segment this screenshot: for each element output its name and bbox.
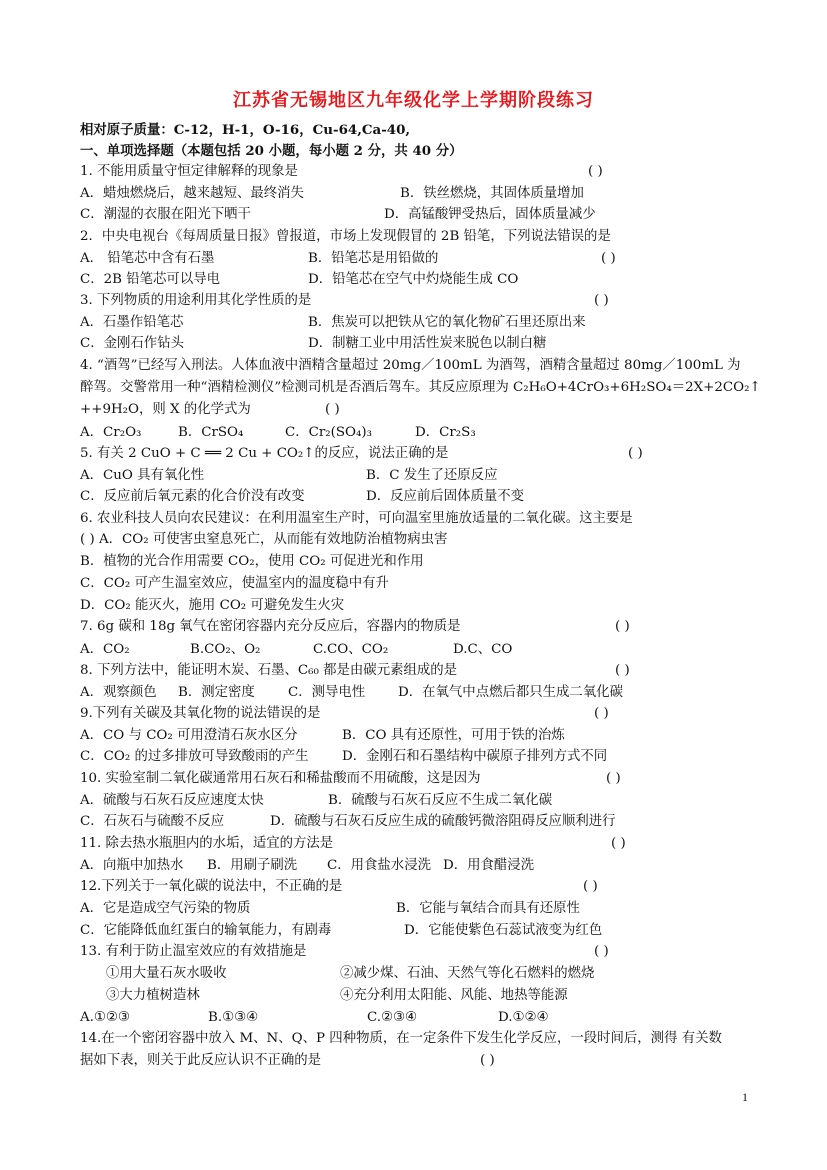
option-b: B．铅笔芯是用铅做的 <box>308 251 439 266</box>
option-b: B．CrSO₄ <box>178 425 244 440</box>
option-d: D．它能使紫色石蕊试液变为红色 <box>404 923 603 938</box>
option-a: A．蜡烛燃烧后，越来越短、最终消失 <box>80 186 304 201</box>
question-8 <box>80 662 630 680</box>
option-b: B.CO₂、O₂ <box>190 642 261 657</box>
question-4-options <box>80 424 476 442</box>
option-c: C．测导电性 <box>288 685 366 700</box>
option-a: A．Cr₂O₃ <box>80 425 142 440</box>
option-c: C.CO、CO₂ <box>313 642 389 657</box>
answer-bracket: ( ) <box>325 402 340 417</box>
option-d: D.①②④ <box>498 1010 549 1025</box>
question-stem: 3. 下列物质的用途利用其化学性质的是 <box>80 293 312 308</box>
option-b: B．测定密度 <box>178 685 255 700</box>
question-stem: 据如下表，则关于此反应认识不正确的是 <box>80 1053 322 1068</box>
question-1-options-cd <box>80 206 596 224</box>
question-14-line-1: 14.在一个密闭容器中放入 M、N、Q、P 四种物质，在一定条件下发生化学反应，一段时间后，测得 有关数 <box>80 1031 722 1046</box>
question-7 <box>80 618 630 636</box>
option-c: C．CO₂ 的过多排放可导致酸雨的产生 <box>80 749 309 764</box>
option-d: D．铅笔芯在空气中灼烧能生成 CO <box>308 272 519 287</box>
question-9-options-ab <box>80 727 565 745</box>
answer-bracket: ( ) <box>594 293 609 308</box>
answer-bracket: ( ) <box>628 446 643 461</box>
section-heading: 一、单项选择题（本题包括 20 小题，每小题 2 分，共 40 分） <box>80 143 463 159</box>
question-1 <box>80 163 603 181</box>
option-c: C．反应前后氧元素的化合价没有改变 <box>80 489 305 504</box>
question-stem: 5. 有关 2 CuO + C ══ 2 Cu + CO₂↑的反应，说法正确的是 <box>80 446 449 461</box>
question-stem: 13. 有利于防止温室效应的有效措施是 <box>80 944 307 959</box>
question-5-options-cd <box>80 488 525 506</box>
answer-bracket: ( ) <box>615 619 630 634</box>
option-d: D．在氧气中点燃后都只生成二氧化碳 <box>398 685 623 700</box>
question-12-options-cd <box>80 922 603 940</box>
option-b: B．铁丝燃烧，其固体质量增加 <box>400 186 584 201</box>
option-a: A．观察颜色 <box>80 685 157 700</box>
option-d: D．Cr₂S₃ <box>415 425 476 440</box>
option-c: C．潮湿的衣服在阳光下晒干 <box>80 207 251 222</box>
statement-1: ①用大量石灰水吸收 <box>106 966 227 981</box>
question-stem: 8. 下列方法中，能证明木炭、石墨、C₆₀ 都是由碳元素组成的是 <box>80 663 458 678</box>
question-12 <box>80 878 598 896</box>
question-stem: ++9H₂O，则 X 的化学式为 <box>80 402 251 417</box>
option-d: D．高锰酸钾受热后，固体质量减少 <box>384 207 596 222</box>
option-b: B．CO 具有还原性，可用于铁的治炼 <box>342 728 565 743</box>
question-14-line-2 <box>80 1052 495 1070</box>
answer-bracket: ( ) <box>583 879 598 894</box>
question-9-options-cd <box>80 748 608 766</box>
question-10 <box>80 770 621 788</box>
statement-4: ④充分利用太阳能、风能、地热等能源 <box>340 988 568 1003</box>
question-3-options-cd <box>80 335 547 353</box>
page-number: 1 <box>742 1090 748 1104</box>
option-c: C．石灰石与硫酸不反应 <box>80 814 225 829</box>
question-6-option-c: C．CO₂ 可产生温室效应，使温室内的温度稳中有升 <box>80 576 389 591</box>
option-b: B．C 发生了还原反应 <box>366 468 498 483</box>
option-a: A.①②③ <box>80 1010 130 1025</box>
option-b: B．它能与氧结合而具有还原性 <box>396 901 580 916</box>
option-d: D．硫酸与石灰石反应生成的硫酸钙微溶阻碍反应顺利进行 <box>270 814 616 829</box>
option-b: B.①③④ <box>208 1010 259 1025</box>
question-2-options-cd <box>80 271 519 289</box>
option-d: D．金刚石和石墨结构中碳原子排列方式不同 <box>342 749 608 764</box>
question-5-options-ab <box>80 467 498 485</box>
question-7-options <box>80 641 513 659</box>
option-c: C.②③④ <box>367 1010 418 1025</box>
option-c: C．金刚石作钻头 <box>80 336 184 351</box>
answer-bracket: ( ) <box>594 706 609 721</box>
atomic-mass-line: 相对原子质量：C-12，H-1，O-16，Cu-64,Ca-40, <box>80 122 411 138</box>
option-c: C．Cr₂(SO₄)₃ <box>285 425 372 440</box>
question-13 <box>80 943 609 961</box>
answer-bracket: ( ) <box>588 164 603 179</box>
question-4-line-2: 醉驾。交警常用一种“酒精检测仪”检测司机是否酒后驾车。其反应原理为 C₂H₆O+4CrO₃+6H₂SO₄＝2X+2CO₂↑ <box>80 380 761 395</box>
question-stem: 1. 不能用质量守恒定律解释的现象是 <box>80 164 298 179</box>
question-stem: 9.下列有关碳及其氧化物的说法错误的是 <box>80 706 321 721</box>
option-a: A．CO 与 CO₂ 可用澄清石灰水区分 <box>80 728 298 743</box>
option-a: A．硫酸与石灰石反应速度太快 <box>80 793 264 808</box>
question-stem: 11. 除去热水瓶胆内的水垢，适宜的方法是 <box>80 836 334 851</box>
question-2: 2．中央电视台《每周质量日报》曾报道，市场上发现假冒的 2B 铅笔，下列说法错误的是 <box>80 229 611 244</box>
answer-bracket: ( ) <box>606 771 621 786</box>
question-13-options <box>80 1009 549 1027</box>
question-10-options-cd <box>80 813 616 831</box>
answer-bracket: ( ) <box>594 944 609 959</box>
option-a: A．CuO 具有氧化性 <box>80 468 205 483</box>
option-d: D．用食醋浸洗 <box>443 858 535 873</box>
option-a: A．它是造成空气污染的物质 <box>80 901 251 916</box>
question-3 <box>80 292 609 310</box>
question-11 <box>80 835 626 853</box>
option-c: C．用食盐水浸洗 <box>327 858 431 873</box>
answer-bracket: ( ) <box>615 663 630 678</box>
option-a: A．向瓶中加热水 <box>80 858 184 873</box>
question-8-options <box>80 684 623 702</box>
question-10-options-ab <box>80 792 553 810</box>
question-4-line-1: 4. “酒驾”已经写入刑法。人体血液中酒精含量超过 20mg／100mL 为酒驾，酒精含量超过 80mg／100mL 为 <box>80 358 741 373</box>
question-5 <box>80 445 643 463</box>
question-stem: 12.下列关于一氧化碳的说法中，不正确的是 <box>80 879 343 894</box>
option-d: D．制糖工业中用活性炭来脱色以制白糖 <box>308 336 547 351</box>
question-9 <box>80 705 609 723</box>
answer-bracket: ( ) <box>480 1053 495 1068</box>
option-a: A．石墨作铅笔芯 <box>80 315 184 330</box>
option-a: A．CO₂ <box>80 642 130 657</box>
statement-3: ③大力植树造林 <box>106 988 200 1003</box>
question-11-options <box>80 857 535 875</box>
question-6-option-d: D．CO₂ 能灭火，施用 CO₂ 可避免发生火灾 <box>80 598 345 613</box>
question-4-line-3 <box>80 401 340 419</box>
option-b: B．硫酸与石灰石反应不生成二氧化碳 <box>328 793 553 808</box>
question-stem: 10. 实验室制二氧化碳通常用石灰石和稀盐酸而不用硫酸，这是因为 <box>80 771 481 786</box>
option-b: B．焦炭可以把铁从它的氧化物矿石里还原出来 <box>308 315 586 330</box>
question-stem: 7. 6g 碳和 18g 氧气在密闭容器内充分反应后，容器内的物质是 <box>80 619 461 634</box>
question-6: 6. 农业科技人员向农民建议：在利用温室生产时，可向温室里施放适量的二氧化碳。这主要是 <box>80 511 633 526</box>
option-c: C．它能降低血红蛋白的输氧能力，有剧毒 <box>80 923 332 938</box>
question-6-option-b: B．植物的光合作用需要 CO₂，使用 CO₂ 可促进光和作用 <box>80 554 424 569</box>
option-a: A． 铅笔芯中含有石墨 <box>80 251 215 266</box>
page-title: 江苏省无锡地区九年级化学上学期阶段练习 <box>233 90 594 111</box>
statement-2: ②减少煤、石油、天然气等化石燃料的燃烧 <box>340 966 595 981</box>
option-d: D．反应前后固体质量不变 <box>366 489 525 504</box>
option-c: C．2B 铅笔芯可以导电 <box>80 272 220 287</box>
question-12-options-ab <box>80 900 580 918</box>
option-b: B．用刷子刷洗 <box>207 858 298 873</box>
answer-bracket: ( ) <box>611 836 626 851</box>
question-6-option-a: ( ) A．CO₂ 可使害虫窒息死亡，从而能有效地防治植物病虫害 <box>80 532 448 547</box>
question-2-options-ab <box>80 250 616 268</box>
option-d: D.C、CO <box>453 642 513 657</box>
question-1-options-ab <box>80 185 584 203</box>
question-3-options-ab <box>80 314 586 332</box>
answer-bracket: ( ) <box>601 251 616 266</box>
